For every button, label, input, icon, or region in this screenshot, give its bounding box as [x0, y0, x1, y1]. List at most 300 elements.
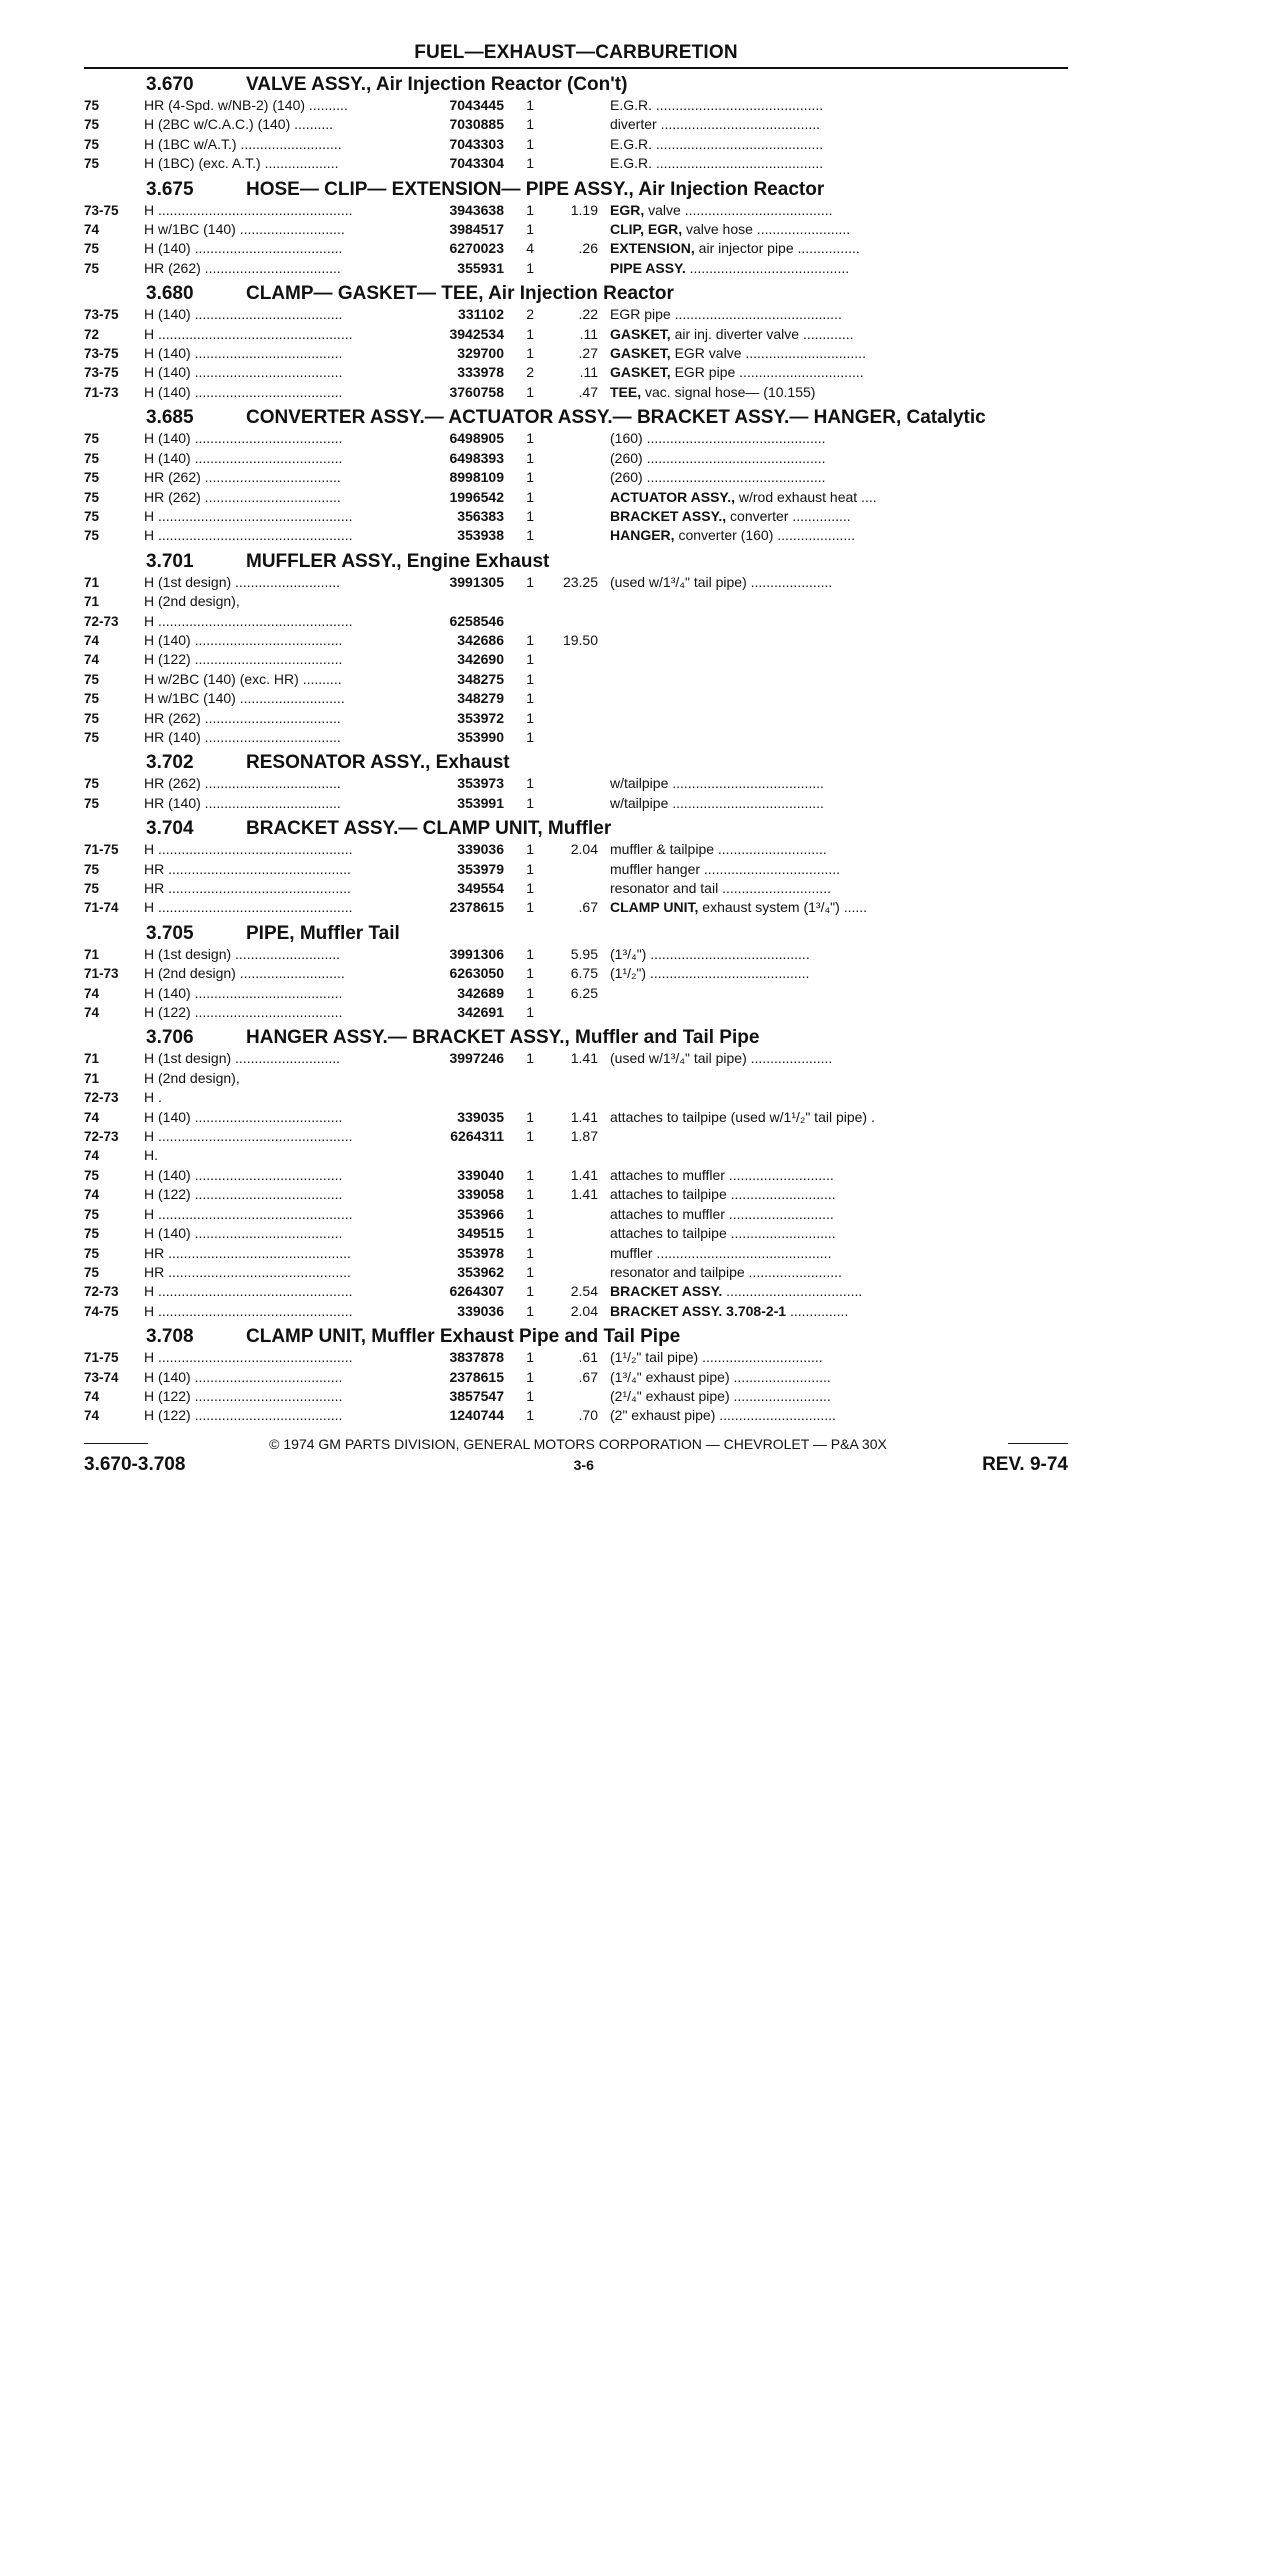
- row-quantity: 1: [526, 1205, 534, 1222]
- table-row: [84, 689, 1068, 708]
- row-description: HR (262) ...................................: [144, 775, 341, 792]
- table-row: [84, 1049, 1068, 1068]
- section-number: 3.702: [146, 752, 194, 774]
- row-quantity: 1: [526, 1050, 534, 1067]
- row-part-number: 339036: [457, 1302, 504, 1319]
- row-quantity: 1: [526, 1004, 534, 1021]
- row-quantity: 1: [526, 259, 534, 276]
- section-heading: [84, 817, 1068, 840]
- row-price: .26: [578, 240, 598, 257]
- table-row: [84, 363, 1068, 382]
- row-note: [610, 154, 1068, 173]
- row-description: H (1BC) (exc. A.T.) ...................: [144, 155, 339, 172]
- row-description: H w/1BC (140) ...........................: [144, 221, 345, 238]
- row-note-text: (260) ..............................................: [610, 469, 826, 486]
- row-description: HR ...............................................: [144, 1244, 351, 1261]
- row-note-bold: HANGER,: [610, 527, 675, 544]
- table-row: [84, 154, 1068, 173]
- row-note-text: (1¹/₂" tail pipe) ...............................: [610, 1349, 823, 1366]
- row-note-text: muffler hanger ...................................: [610, 860, 841, 877]
- row-year: 75: [84, 508, 100, 524]
- table-row: [84, 383, 1068, 402]
- row-part-number: 348279: [457, 690, 504, 707]
- row-description: H (140) ......................................: [144, 306, 343, 323]
- row-part-number: 356383: [457, 507, 504, 524]
- row-part-number: 7030885: [449, 116, 504, 133]
- row-description: H (140) ......................................: [144, 984, 343, 1001]
- row-note-text: resonator and tailpipe ........................: [610, 1263, 842, 1280]
- row-description: H w/1BC (140) ...........................: [144, 690, 345, 707]
- row-description: H ..................................................: [144, 507, 353, 524]
- row-part-number: 339036: [457, 841, 504, 858]
- row-part-number: 6258546: [449, 612, 504, 629]
- row-note-text: (used w/1³/₄" tail pipe) .....................: [610, 1050, 833, 1067]
- row-year: 74: [84, 1148, 100, 1164]
- row-note-text: (260) ..............................................: [610, 449, 826, 466]
- row-description: H ..................................................: [144, 201, 353, 218]
- row-description: HR ...............................................: [144, 860, 351, 877]
- row-note-text: attaches to tailpipe ...........................: [610, 1225, 836, 1242]
- row-year: 73-75: [84, 346, 119, 362]
- row-description: H (140) ......................................: [144, 364, 343, 381]
- row-year: 73-75: [84, 365, 119, 381]
- section-3-704: [84, 817, 1068, 918]
- row-note-bold: ACTUATOR ASSY.,: [610, 488, 735, 505]
- row-year: 72-73: [84, 613, 119, 629]
- table-row: [84, 344, 1068, 363]
- row-note-bold: CLIP, EGR,: [610, 221, 683, 238]
- row-year: 71: [84, 594, 100, 610]
- row-year: 71: [84, 1070, 100, 1086]
- row-description: H (140) ......................................: [144, 1368, 343, 1385]
- row-description: H ..................................................: [144, 325, 353, 342]
- row-year: 75: [84, 795, 100, 811]
- table-row: [84, 305, 1068, 324]
- row-part-number: 6270023: [449, 240, 504, 257]
- row-part-number: 342689: [457, 984, 504, 1001]
- footer-bottom-line: [84, 1454, 1068, 1476]
- row-note-text: (160) ..............................................: [610, 430, 826, 447]
- row-quantity: 1: [526, 1302, 534, 1319]
- row-part-number: 3991306: [449, 945, 504, 962]
- table-row: [84, 1348, 1068, 1367]
- row-year: 71: [84, 946, 100, 962]
- section-heading: [84, 178, 1068, 201]
- row-quantity: 1: [526, 155, 534, 172]
- table-row: [84, 1244, 1068, 1263]
- row-description: H (140) ......................................: [144, 1225, 343, 1242]
- table-row: [84, 1127, 1068, 1146]
- row-note-text: E.G.R. ...........................................: [610, 155, 824, 172]
- row-note-text: muffler & tailpipe ............................: [610, 841, 827, 858]
- row-note: [610, 488, 1068, 507]
- row-part-number: 3984517: [449, 221, 504, 238]
- table-row: [84, 650, 1068, 669]
- row-year: 75: [84, 260, 100, 276]
- row-note-bold: GASKET,: [610, 325, 671, 342]
- row-part-number: 348275: [457, 670, 504, 687]
- row-year: 71-75: [84, 1350, 119, 1366]
- row-price: 6.25: [570, 984, 598, 1001]
- row-price: .22: [578, 306, 598, 323]
- row-description: H (122) ......................................: [144, 1387, 343, 1404]
- row-quantity: 1: [526, 1407, 534, 1424]
- row-note: [610, 794, 1068, 813]
- row-description: HR ...............................................: [144, 880, 351, 896]
- row-description: H (1st design) ...........................: [144, 945, 341, 962]
- row-year: 74-75: [84, 1303, 119, 1319]
- row-description: H (1st design) ...........................: [144, 1050, 341, 1067]
- row-description: H (2nd design),: [144, 1069, 240, 1086]
- row-part-number: 7043303: [449, 135, 504, 152]
- row-quantity: 1: [526, 690, 534, 707]
- row-part-number: 353972: [457, 709, 504, 726]
- row-note-text: diverter .........................................: [610, 116, 821, 133]
- row-quantity: 1: [526, 1263, 534, 1280]
- row-part-number: 353990: [457, 728, 504, 745]
- row-year: 75: [84, 136, 100, 152]
- row-year: 75: [84, 98, 100, 113]
- row-note-text: converter (160) ....................: [674, 527, 856, 544]
- row-part-number: 339035: [457, 1108, 504, 1125]
- row-description: H (140) ......................................: [144, 1108, 343, 1125]
- section-heading: [84, 73, 1068, 96]
- row-part-number: 8998109: [449, 469, 504, 486]
- row-year: 72: [84, 326, 100, 342]
- row-year: 75: [84, 691, 100, 707]
- row-note-text: .........................................: [685, 259, 850, 276]
- row-year: 74: [84, 222, 100, 238]
- row-part-number: 3857547: [449, 1387, 504, 1404]
- row-note-bold: EGR,: [610, 201, 645, 218]
- row-price: 1.41: [570, 1166, 598, 1183]
- row-note-text: ...............: [786, 1302, 849, 1319]
- row-note-text: attaches to muffler ...........................: [610, 1166, 834, 1183]
- row-part-number: 2378615: [449, 1368, 504, 1385]
- row-quantity: 1: [526, 449, 534, 466]
- row-quantity: 1: [526, 201, 534, 218]
- row-price: .11: [579, 325, 598, 342]
- row-part-number: 342691: [457, 1004, 504, 1021]
- row-note: [610, 468, 1068, 487]
- row-description: H.: [144, 1147, 158, 1164]
- row-description: H (140) ......................................: [144, 1166, 343, 1183]
- row-part-number: 2378615: [449, 899, 504, 916]
- row-part-number: 331102: [458, 306, 504, 323]
- row-note: [610, 945, 1068, 964]
- row-part-number: 6498393: [449, 449, 504, 466]
- row-note: [610, 879, 1068, 898]
- row-year: 75: [84, 117, 100, 133]
- table-row: [84, 1205, 1068, 1224]
- row-note-text: (2¹/₄" exhaust pipe) .........................: [610, 1387, 831, 1404]
- row-note-text: muffler .............................................: [610, 1244, 832, 1261]
- section-heading: [84, 406, 1068, 429]
- section-number: 3.704: [146, 818, 194, 840]
- row-part-number: 349515: [457, 1225, 504, 1242]
- section-number: 3.670: [146, 74, 194, 95]
- section-title: HOSE— CLIP— EXTENSION— PIPE ASSY., Air Injection Reactor: [246, 178, 825, 200]
- row-description: H (140) ......................................: [144, 345, 343, 362]
- row-part-number: 333978: [457, 364, 504, 381]
- row-note: [610, 305, 1068, 324]
- row-year: 75: [84, 489, 100, 505]
- row-part-number: 339040: [457, 1166, 504, 1183]
- row-part-number: 7043445: [449, 97, 504, 113]
- table-row: [84, 1368, 1068, 1387]
- row-note: [610, 1108, 1068, 1127]
- catalog-page: [84, 42, 1068, 1476]
- row-note: [610, 115, 1068, 134]
- row-description: HR (4-Spd. w/NB-2) (140) ..........: [144, 97, 348, 113]
- row-description: H (140) ......................................: [144, 430, 343, 447]
- row-year: 71-73: [84, 384, 119, 400]
- table-row: [84, 945, 1068, 964]
- row-note-text: air inj. diverter valve .............: [670, 325, 854, 342]
- row-note-text: w/rod exhaust heat ....: [734, 488, 877, 505]
- row-description: H ..................................................: [144, 1349, 353, 1366]
- row-note: [610, 1263, 1068, 1282]
- table-row: [84, 1224, 1068, 1243]
- row-quantity: 1: [526, 573, 534, 590]
- table-row: [84, 488, 1068, 507]
- row-quantity: 1: [526, 488, 534, 505]
- row-part-number: 7043304: [449, 155, 504, 172]
- table-row: [84, 1387, 1068, 1406]
- row-note: [610, 1387, 1068, 1406]
- row-part-number: 1240744: [449, 1407, 504, 1424]
- row-part-number: 6263050: [449, 965, 504, 982]
- row-quantity: 1: [526, 709, 534, 726]
- table-row: [84, 1146, 1068, 1165]
- row-note: [610, 1368, 1068, 1387]
- table-row: [84, 879, 1068, 898]
- row-description: HR (262) ...................................: [144, 469, 341, 486]
- row-description: HR (140) ...................................: [144, 728, 341, 745]
- table-row: [84, 220, 1068, 239]
- row-description: HR (262) ...................................: [144, 488, 341, 505]
- row-quantity: 2: [526, 306, 534, 323]
- row-description: H (140) ......................................: [144, 631, 343, 648]
- row-part-number: 353991: [457, 794, 504, 811]
- section-title: CLAMP UNIT, Muffler Exhaust Pipe and Tail Pipe: [246, 1326, 681, 1348]
- row-part-number: 353938: [457, 527, 504, 544]
- section-heading: [84, 1325, 1068, 1348]
- row-year: 75: [84, 450, 100, 466]
- row-part-number: 353979: [457, 860, 504, 877]
- table-row: [84, 573, 1068, 592]
- row-note: [610, 1406, 1068, 1425]
- row-description: HR ...............................................: [144, 1263, 351, 1280]
- row-price: 1.41: [570, 1108, 598, 1125]
- row-description: H (2BC w/C.A.C.) (140) ..........: [144, 116, 334, 133]
- row-note: [610, 135, 1068, 154]
- row-year: 73-75: [84, 202, 119, 218]
- section-title: RESONATOR ASSY., Exhaust: [246, 752, 510, 774]
- row-quantity: 1: [526, 794, 534, 811]
- page-title: FUEL—EXHAUST—CARBURETION: [84, 42, 1068, 69]
- row-part-number: 3997246: [449, 1050, 504, 1067]
- row-quantity: 1: [526, 1244, 534, 1261]
- row-year: 74: [84, 1005, 100, 1021]
- row-note-text: valve ......................................: [644, 201, 833, 218]
- row-note-text: EGR valve ...............................: [670, 345, 866, 362]
- row-part-number: 353962: [457, 1263, 504, 1280]
- section-number: 3.701: [146, 550, 194, 572]
- section-3-702: [84, 751, 1068, 813]
- row-year: 75: [84, 528, 100, 544]
- row-quantity: 1: [526, 97, 534, 113]
- table-row: [84, 984, 1068, 1003]
- row-year: 75: [84, 1245, 100, 1261]
- row-description: H (1BC w/A.T.) ..........................: [144, 135, 342, 152]
- row-price: 1.41: [570, 1050, 598, 1067]
- section-heading: [84, 282, 1068, 305]
- row-quantity: 1: [526, 860, 534, 877]
- row-quantity: 2: [526, 364, 534, 381]
- row-note: [610, 220, 1068, 239]
- row-quantity: 1: [526, 221, 534, 238]
- row-year: 72-73: [84, 1284, 119, 1300]
- row-quantity: 1: [526, 984, 534, 1001]
- table-row: [84, 631, 1068, 650]
- table-row: [84, 259, 1068, 278]
- row-description: H ..................................................: [144, 1283, 353, 1300]
- row-year: 74: [84, 652, 100, 668]
- row-quantity: 1: [526, 325, 534, 342]
- section-3-680: [84, 282, 1068, 402]
- row-note: [610, 1302, 1068, 1321]
- row-part-number: 339058: [457, 1186, 504, 1203]
- section-3-708: [84, 1325, 1068, 1426]
- section-title: PIPE, Muffler Tail: [246, 922, 400, 944]
- row-description: H ..................................................: [144, 841, 353, 858]
- table-row: [84, 239, 1068, 258]
- row-note: [610, 898, 1068, 917]
- row-note: [610, 526, 1068, 545]
- row-note-text: vac. signal hose— (10.155): [641, 383, 816, 400]
- row-note-bold: GASKET,: [610, 364, 671, 381]
- row-year: 71: [84, 1051, 100, 1067]
- section-number: 3.680: [146, 283, 194, 305]
- row-note-text: attaches to muffler ...........................: [610, 1205, 834, 1222]
- footer-copyright-line: [84, 1436, 1068, 1452]
- row-year: 75: [84, 729, 100, 745]
- section-title: VALVE ASSY., Air Injection Reactor (Con't): [246, 74, 628, 95]
- table-row: [84, 860, 1068, 879]
- row-note-bold: TEE,: [610, 383, 642, 400]
- row-note: [610, 201, 1068, 220]
- table-row: [84, 325, 1068, 344]
- row-year: 73-74: [84, 1369, 119, 1385]
- table-row: [84, 709, 1068, 728]
- row-note-text: E.G.R. ...........................................: [610, 135, 824, 152]
- row-price: .11: [579, 364, 598, 381]
- section-number: 3.708: [146, 1326, 194, 1348]
- row-year: 74: [84, 1187, 100, 1203]
- row-note: [610, 1244, 1068, 1263]
- row-year: 75: [84, 1167, 100, 1183]
- row-note-text: resonator and tail ............................: [610, 880, 831, 896]
- table-row: [84, 429, 1068, 448]
- table-row: [84, 840, 1068, 859]
- row-quantity: 1: [526, 1166, 534, 1183]
- row-description: H (2nd design),: [144, 593, 240, 610]
- row-note: [610, 1348, 1068, 1367]
- row-price: .61: [578, 1349, 598, 1366]
- table-row: [84, 1003, 1068, 1022]
- row-note: [610, 1205, 1068, 1224]
- row-note: [610, 1282, 1068, 1301]
- table-row: [84, 592, 1068, 611]
- row-description: H (2nd design) ...........................: [144, 965, 345, 982]
- row-note-text: E.G.R. ...........................................: [610, 97, 824, 113]
- row-note: [610, 964, 1068, 983]
- row-description: H (122) ......................................: [144, 651, 343, 668]
- row-note: [610, 344, 1068, 363]
- row-note: [610, 573, 1068, 592]
- row-description: H (140) ......................................: [144, 240, 343, 257]
- row-note: [610, 363, 1068, 382]
- section-3-706: [84, 1026, 1068, 1321]
- row-year: 75: [84, 470, 100, 486]
- section-heading: [84, 751, 1068, 774]
- row-part-number: 355931: [457, 259, 504, 276]
- row-note: [610, 96, 1068, 115]
- table-row: [84, 774, 1068, 793]
- row-price: 6.75: [570, 965, 598, 982]
- section-title: HANGER ASSY.— BRACKET ASSY., Muffler and Tail Pipe: [246, 1027, 760, 1049]
- table-row: [84, 115, 1068, 134]
- row-year: 72-73: [84, 1090, 119, 1106]
- row-part-number: 3837878: [449, 1349, 504, 1366]
- row-year: 75: [84, 1206, 100, 1222]
- row-quantity: 4: [526, 240, 534, 257]
- row-year: 74: [84, 985, 100, 1001]
- row-price: .27: [578, 345, 598, 362]
- row-description: H ..................................................: [144, 1302, 353, 1319]
- row-description: HR (262) ...................................: [144, 259, 341, 276]
- row-part-number: 329700: [457, 345, 504, 362]
- row-quantity: 1: [526, 670, 534, 687]
- row-part-number: 353978: [457, 1244, 504, 1261]
- row-year: 75: [84, 776, 100, 792]
- row-price: 1.41: [570, 1186, 598, 1203]
- row-quantity: 1: [526, 1186, 534, 1203]
- row-note-bold: PIPE ASSY.: [610, 259, 686, 276]
- row-note-text: w/tailpipe .......................................: [610, 794, 824, 811]
- section-range: 3.670-3.708: [84, 1453, 186, 1475]
- table-row: [84, 670, 1068, 689]
- row-year: 75: [84, 241, 100, 257]
- row-quantity: 1: [526, 880, 534, 896]
- row-note-text: exhaust system (1³/₄") ......: [698, 899, 868, 916]
- table-row: [84, 1282, 1068, 1301]
- row-year: 72-73: [84, 1129, 119, 1145]
- row-quantity: 1: [526, 1108, 534, 1125]
- row-note-text: (1¹/₂") .........................................: [610, 965, 810, 982]
- copyright-text: © 1974 GM PARTS DIVISION, GENERAL MOTORS CORPORATION — CHEVROLET — P&A 30X: [269, 1435, 887, 1452]
- row-quantity: 1: [526, 116, 534, 133]
- row-price: 1.19: [570, 201, 598, 218]
- row-year: 75: [84, 881, 100, 896]
- table-row: [84, 507, 1068, 526]
- row-part-number: 3942534: [449, 325, 504, 342]
- row-year: 74: [84, 632, 100, 648]
- row-description: H (140) ......................................: [144, 449, 343, 466]
- row-note-bold: BRACKET ASSY.,: [610, 507, 727, 524]
- row-part-number: 6264307: [449, 1283, 504, 1300]
